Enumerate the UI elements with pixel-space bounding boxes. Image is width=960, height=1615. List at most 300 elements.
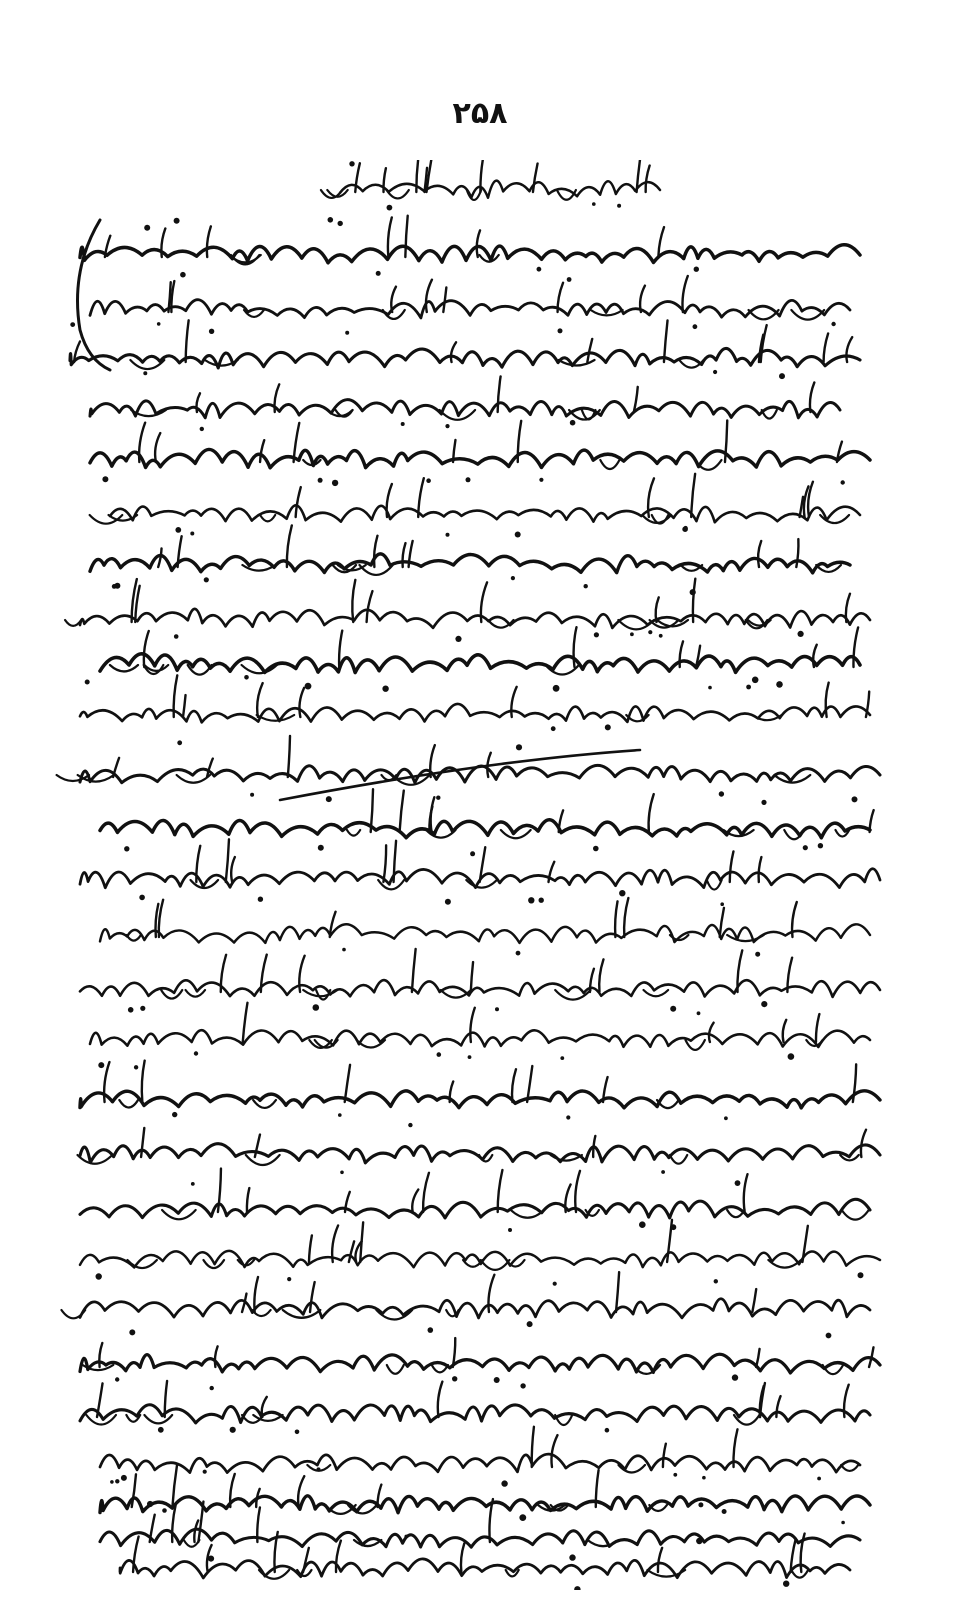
ink-stroke: [461, 1543, 464, 1572]
ink-stroke: [667, 1220, 672, 1262]
ink-dot: [318, 478, 323, 483]
handwritten-line: [80, 1327, 880, 1381]
ink-dot: [96, 1273, 102, 1279]
handwritten-line: [90, 1003, 870, 1060]
ink-stroke: [824, 334, 829, 362]
ink-stroke: [332, 1226, 338, 1262]
ink-stroke: [110, 665, 138, 671]
ink-stroke: [400, 791, 404, 832]
ink-dot: [702, 1476, 706, 1480]
ink-dot: [594, 632, 599, 637]
ink-stroke: [141, 1128, 144, 1157]
ink-dot: [70, 322, 75, 327]
ink-dot: [408, 1123, 412, 1127]
ink-stroke: [110, 505, 860, 522]
handwritten-line: [70, 320, 860, 379]
ink-dot: [338, 221, 343, 226]
ink-dot: [841, 480, 845, 484]
ink-stroke: [183, 695, 186, 717]
ink-stroke: [695, 460, 722, 470]
ink-stroke: [649, 794, 654, 832]
ink-stroke: [158, 548, 161, 567]
ink-dot: [258, 897, 263, 902]
ink-stroke: [643, 990, 668, 996]
ink-stroke: [80, 1354, 880, 1373]
ink-stroke: [783, 1020, 786, 1042]
ink-dot: [783, 1581, 789, 1587]
ink-stroke: [657, 620, 688, 626]
ink-dot: [537, 267, 542, 272]
ink-stroke: [246, 1155, 280, 1165]
ink-dot: [682, 526, 688, 532]
ink-stroke: [730, 851, 734, 882]
ink-dot: [157, 322, 161, 326]
handwritten-line: [90, 525, 850, 582]
ink-stroke: [231, 857, 235, 882]
ink-stroke: [347, 830, 360, 836]
ink-dot: [244, 675, 249, 680]
handwritten-line: [100, 1465, 870, 1525]
ink-dot: [779, 373, 785, 379]
ink-stroke: [159, 900, 163, 937]
ink-dot: [735, 1180, 741, 1186]
ink-stroke: [294, 423, 300, 462]
ink-stroke: [488, 620, 513, 628]
ink-dot: [698, 1502, 703, 1507]
handwriting-strokes: [40, 160, 920, 1590]
ink-dot: [708, 686, 712, 690]
ink-dot: [376, 271, 381, 276]
ink-dot: [287, 1277, 291, 1281]
ink-stroke: [296, 487, 301, 517]
ink-dot: [639, 1221, 646, 1228]
ink-dot: [567, 277, 572, 282]
ink-stroke: [383, 845, 386, 882]
ink-stroke: [100, 1529, 860, 1547]
ink-dot: [511, 576, 515, 580]
ink-dot: [445, 899, 451, 905]
page-number: ۲۵۸: [452, 96, 508, 131]
handwritten-line: [321, 160, 660, 211]
ink-stroke: [498, 1170, 503, 1212]
ink-dot: [724, 1116, 728, 1120]
ink-stroke: [80, 1091, 880, 1108]
ink-stroke: [691, 474, 695, 517]
ink-dot: [124, 846, 129, 851]
handwritten-line: [120, 1532, 850, 1590]
ink-stroke: [470, 1008, 474, 1042]
ink-stroke: [759, 857, 762, 882]
ink-dot: [305, 683, 312, 690]
ink-stroke: [418, 478, 424, 517]
ink-dot: [129, 1329, 135, 1335]
ink-stroke: [618, 620, 654, 629]
ink-stroke: [243, 1003, 248, 1042]
ink-stroke: [861, 1130, 866, 1157]
ink-stroke: [186, 320, 189, 362]
ink-stroke: [261, 955, 267, 992]
handwritten-line: [90, 276, 850, 329]
ink-dot: [200, 427, 204, 431]
ink-stroke: [640, 286, 645, 312]
ink-stroke: [744, 1174, 748, 1212]
ink-stroke: [394, 841, 397, 882]
ink-stroke: [481, 1260, 510, 1270]
handwritten-line: [100, 627, 860, 687]
ink-dot: [592, 202, 596, 206]
ink-dot: [144, 225, 150, 231]
ink-dot: [175, 527, 181, 533]
ink-dot: [203, 1470, 207, 1474]
ink-dot: [494, 1377, 500, 1383]
ink-stroke: [198, 1502, 203, 1542]
ink-dot: [659, 634, 663, 638]
ink-dot: [318, 845, 324, 851]
ink-dot: [515, 532, 521, 538]
ink-stroke: [558, 283, 563, 312]
ink-dot: [539, 478, 543, 482]
ink-dot: [436, 796, 440, 800]
handwritten-line: [80, 1220, 880, 1281]
ink-stroke: [853, 1064, 856, 1102]
ink-stroke: [670, 1155, 687, 1164]
ink-stroke: [575, 1171, 580, 1212]
ink-stroke: [80, 1199, 870, 1218]
ink-dot: [128, 1007, 134, 1013]
ink-stroke: [80, 1144, 880, 1163]
ink-dot: [162, 1508, 167, 1513]
ink-stroke: [287, 525, 292, 567]
handwritten-line: [100, 1499, 860, 1562]
ink-stroke: [142, 1061, 145, 1102]
ink-dot: [98, 1062, 104, 1068]
ink-dot: [110, 1480, 114, 1484]
ink-stroke: [752, 1289, 756, 1312]
ink-stroke: [155, 433, 160, 462]
ink-stroke: [303, 1548, 309, 1572]
ink-stroke: [588, 1540, 619, 1546]
ink-stroke: [80, 704, 870, 722]
ink-dot: [831, 322, 835, 326]
ink-dot: [470, 851, 475, 856]
ink-stroke: [800, 497, 803, 517]
ink-stroke: [309, 1235, 312, 1262]
ink-stroke: [664, 320, 668, 362]
ink-stroke: [663, 1444, 666, 1467]
ink-stroke: [412, 949, 416, 992]
ink-dot: [818, 843, 823, 848]
ink-dot: [174, 634, 179, 639]
ink-dot: [826, 1333, 832, 1339]
ink-stroke: [90, 1030, 870, 1047]
ink-stroke: [551, 1435, 557, 1467]
ink-dot: [520, 1383, 525, 1388]
ink-dot: [670, 1006, 676, 1012]
ink-stroke: [658, 1548, 662, 1572]
ink-stroke: [412, 1189, 418, 1212]
ink-dot: [190, 532, 194, 536]
ink-stroke: [100, 820, 870, 838]
ink-dot: [115, 1377, 119, 1381]
ink-dot: [558, 328, 563, 333]
ink-dot: [722, 1509, 727, 1514]
ink-stroke: [310, 1282, 315, 1312]
ink-stroke: [247, 1188, 249, 1212]
ink-dot: [761, 800, 766, 805]
ink-dot: [140, 1006, 145, 1011]
ink-dot: [501, 1480, 507, 1486]
ink-dot: [332, 480, 338, 486]
ink-dot: [527, 1321, 533, 1327]
ink-dot: [553, 685, 560, 692]
ink-stroke: [842, 1210, 869, 1220]
handwritten-line: [80, 839, 880, 902]
ink-stroke: [144, 1415, 172, 1423]
ink-dot: [560, 1056, 564, 1060]
ink-dot: [630, 632, 634, 636]
ink-stroke: [441, 990, 471, 998]
ink-stroke: [288, 736, 290, 777]
ink-stroke: [387, 1365, 404, 1374]
ink-dot: [694, 267, 699, 272]
ink-dot: [570, 420, 576, 426]
ink-dot: [404, 1535, 408, 1539]
ink-dot: [147, 1501, 153, 1507]
ink-dot: [349, 161, 354, 166]
ink-stroke: [685, 1040, 704, 1050]
ink-dot: [345, 331, 349, 335]
ink-dot: [326, 796, 332, 802]
ink-dot: [648, 630, 652, 634]
ink-stroke: [646, 166, 650, 192]
ink-dot: [209, 329, 214, 334]
ink-dot: [387, 205, 393, 211]
ink-dot: [752, 677, 759, 684]
ink-stroke: [846, 337, 852, 362]
ink-stroke: [758, 541, 761, 567]
ink-stroke: [100, 1496, 870, 1513]
ink-stroke: [451, 342, 456, 362]
ink-stroke: [90, 300, 850, 318]
ink-dot: [693, 324, 698, 329]
ink-dot: [446, 533, 450, 537]
ink-stroke: [352, 580, 355, 622]
ink-stroke: [260, 515, 275, 521]
ink-dot: [121, 1475, 127, 1481]
ink-stroke: [682, 276, 687, 312]
ink-dot: [508, 1228, 512, 1232]
ink-dot: [382, 686, 388, 692]
ink-dot: [719, 791, 724, 796]
ink-dot: [551, 726, 556, 731]
ink-stroke: [756, 1349, 759, 1367]
ink-dot: [593, 846, 599, 852]
ink-stroke: [443, 287, 446, 312]
ink-stroke: [345, 1065, 350, 1102]
ink-dot: [452, 1376, 457, 1381]
ink-dot: [313, 1004, 320, 1011]
ink-stroke: [70, 348, 860, 368]
ink-dot: [342, 948, 346, 952]
ink-stroke: [477, 230, 480, 257]
ink-dot: [295, 1430, 300, 1435]
ink-stroke: [532, 1427, 534, 1467]
ink-dot: [204, 577, 209, 582]
ink-stroke: [387, 484, 392, 517]
ink-dot: [617, 204, 621, 208]
ink-stroke: [144, 631, 149, 667]
ink-stroke: [512, 1069, 516, 1102]
ink-dot: [401, 422, 405, 426]
ink-dot: [696, 1538, 702, 1544]
ink-stroke: [624, 898, 628, 937]
ink-stroke: [615, 901, 617, 937]
ink-stroke: [796, 539, 798, 567]
ink-stroke: [207, 226, 211, 257]
handwritten-line: [61, 1272, 870, 1327]
handwritten-line: [80, 216, 860, 278]
ink-stroke: [374, 536, 377, 567]
ink-dot: [841, 1521, 845, 1525]
ink-dot: [495, 1007, 499, 1011]
ink-stroke: [498, 376, 501, 412]
ink-stroke: [80, 609, 870, 628]
ink-stroke: [80, 1405, 870, 1423]
ink-stroke: [100, 1454, 860, 1472]
ink-stroke: [194, 1520, 198, 1542]
ink-stroke: [90, 449, 870, 467]
ink-stroke: [707, 880, 722, 890]
ink-dot: [690, 589, 696, 595]
ink-dot: [340, 1171, 344, 1175]
ink-stroke: [97, 1383, 103, 1417]
ink-dot: [516, 951, 521, 956]
ink-stroke: [80, 1299, 870, 1318]
ink-dot: [788, 1053, 795, 1060]
ink-stroke: [709, 1023, 714, 1042]
ink-dot: [746, 685, 751, 690]
ink-stroke: [90, 554, 850, 573]
ink-dot: [143, 371, 147, 375]
ink-stroke: [119, 1100, 138, 1107]
ink-stroke: [383, 310, 405, 319]
ink-dot: [180, 272, 186, 278]
ink-dot: [426, 478, 431, 483]
ink-dot: [605, 724, 611, 730]
ink-stroke: [242, 1294, 246, 1312]
ink-dot: [210, 1386, 214, 1390]
ink-stroke: [761, 325, 767, 362]
ink-dot: [172, 1112, 177, 1117]
ink-dot: [112, 584, 117, 589]
ink-stroke: [791, 1570, 808, 1578]
ink-stroke: [471, 962, 473, 992]
ink-stroke: [426, 280, 432, 312]
ink-dot: [230, 1427, 236, 1433]
ink-stroke: [226, 839, 229, 882]
ink-dot: [817, 1477, 821, 1481]
ink-dot: [328, 217, 334, 223]
ink-stroke: [438, 1382, 443, 1417]
ink-dot: [661, 1170, 665, 1174]
ink-dot: [134, 1065, 138, 1069]
ink-dot: [468, 1055, 472, 1059]
ink-dot: [445, 424, 449, 428]
ink-dot: [139, 895, 145, 901]
ink-stroke: [870, 810, 874, 832]
ink-stroke: [120, 1559, 850, 1578]
handwritten-line: [90, 474, 860, 538]
ink-flourish: [78, 220, 111, 370]
ink-stroke: [816, 1014, 819, 1042]
ink-dot: [455, 636, 461, 642]
ink-dot: [158, 1427, 164, 1433]
handwritten-line: [57, 736, 880, 797]
ink-stroke: [90, 400, 840, 418]
ink-dot: [566, 1115, 570, 1119]
ink-stroke: [257, 683, 262, 717]
ink-dot: [115, 1479, 119, 1483]
ink-dot: [605, 1428, 610, 1433]
ink-dot: [466, 477, 471, 482]
handwritten-line: [80, 1377, 870, 1434]
handwritten-line: [77, 1123, 880, 1174]
ink-dot: [191, 1182, 195, 1186]
ink-dot: [673, 1473, 677, 1477]
ink-dot: [584, 584, 588, 588]
ink-dot: [194, 1051, 198, 1055]
ink-dot: [798, 631, 804, 637]
ink-dot: [755, 952, 760, 957]
ink-dot: [437, 1052, 442, 1057]
handwritten-text-block: [40, 160, 920, 1590]
ink-dot: [720, 902, 724, 906]
ink-dot: [85, 680, 90, 685]
ink-dot: [516, 744, 522, 750]
handwritten-line: [90, 420, 870, 482]
ink-stroke: [648, 478, 654, 517]
ink-dot: [619, 890, 625, 896]
ink-dot: [803, 845, 808, 850]
ink-dot: [852, 796, 858, 802]
ink-stroke: [599, 959, 603, 992]
handwritten-line: [80, 675, 870, 731]
ink-stroke: [186, 990, 206, 997]
ink-stroke: [367, 591, 373, 622]
ink-dot: [761, 1001, 767, 1007]
ink-stroke: [132, 1474, 136, 1507]
ink-dot: [574, 1586, 580, 1590]
ink-dot: [338, 1113, 342, 1117]
ink-stroke: [841, 1465, 858, 1471]
ink-stroke: [340, 181, 660, 198]
ink-dot: [528, 897, 534, 903]
ink-stroke: [533, 164, 538, 192]
ink-dot: [317, 1467, 321, 1471]
ink-dot: [428, 1327, 434, 1333]
ink-dot: [714, 1279, 718, 1283]
ink-dot: [174, 218, 180, 224]
ink-stroke: [616, 1272, 619, 1312]
handwritten-line: [100, 897, 870, 957]
handwritten-line: [65, 579, 870, 639]
ink-stroke: [810, 383, 814, 412]
ink-dot: [553, 1282, 557, 1286]
ink-stroke: [727, 935, 763, 941]
ink-stroke: [826, 683, 829, 717]
ink-dot: [569, 1554, 575, 1560]
ink-dot: [697, 1011, 701, 1015]
